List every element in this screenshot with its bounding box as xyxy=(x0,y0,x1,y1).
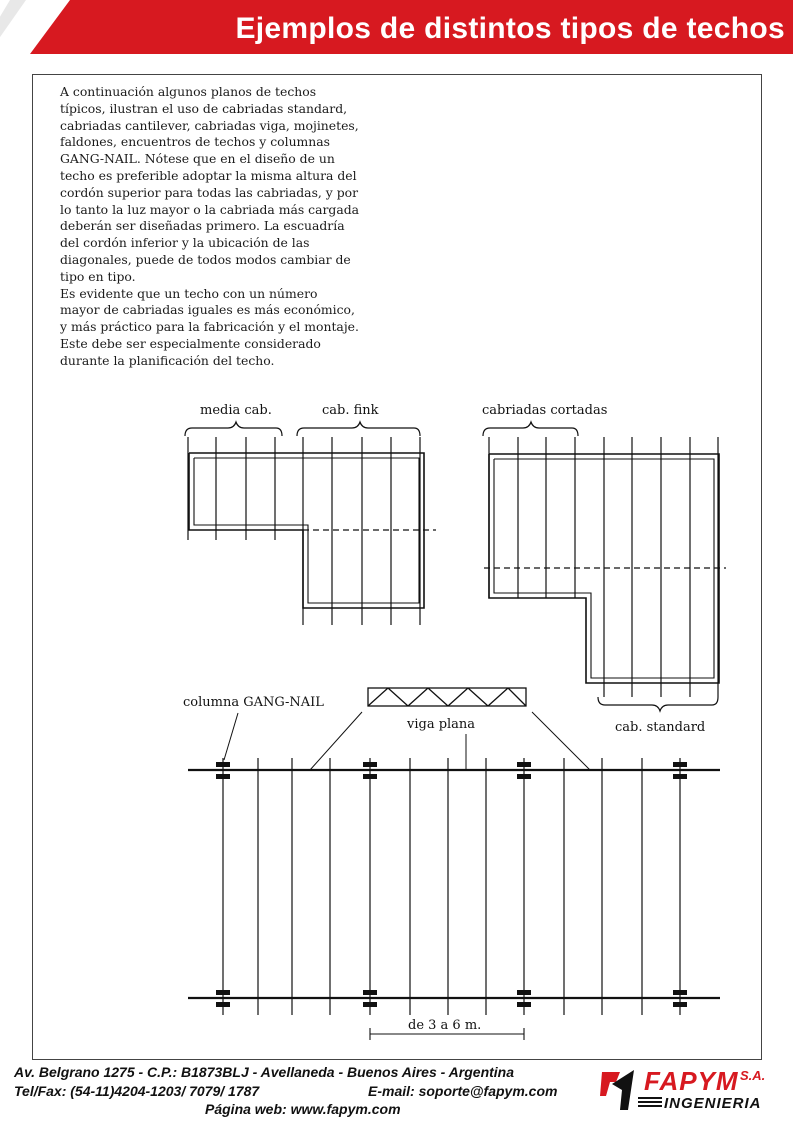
label-media-cab: media cab. xyxy=(200,403,272,418)
plan-left xyxy=(189,453,436,608)
gang-nail-columns xyxy=(216,762,687,1007)
plan-left-braces xyxy=(185,422,420,436)
footer-email[interactable]: E-mail: soporte@fapym.com xyxy=(368,1083,558,1099)
footer-web[interactable]: Página web: www.fapym.com xyxy=(205,1101,401,1117)
plan-right-trusses xyxy=(489,437,718,697)
logo-bars xyxy=(638,1097,662,1109)
logo-mark-icon xyxy=(598,1066,638,1114)
label-cab-standard: cab. standard xyxy=(615,720,706,735)
plan-left-trusses xyxy=(188,437,420,625)
label-spacing: de 3 a 6 m. xyxy=(408,1018,482,1033)
intro-paragraph-2: Es evidente que un techo con un número mayor de cabriadas iguales es más económico, y más práctico para la fabricación y el montaje. Este debe ser especialmente considerado durante la planificación del techo. xyxy=(60,285,359,368)
footer-phone: Tel/Fax: (54-11)4204-1203/ 7079/ 1787 xyxy=(14,1083,260,1099)
fapym-logo xyxy=(598,1066,788,1116)
logo-suffix: S.A. xyxy=(740,1068,766,1083)
intro-paragraph-1: A continuación algunos planos de techos típicos, ilustran el uso de cabriadas standard, cabriadas cantilever, cabriadas viga, mojinetes, faldones, encuentros de techos y columnas GANG-NAIL. Nótese que en el diseño de un techo es preferible adoptar la misma altura del cordón superior para todas las cabriadas, y por lo tanto la luz mayor o la cabriada más cargada deberán ser diseñadas primero. La escuadría del cordón inferior y la ubicación de las diagonales, puede de todos modos cambiar de tipo en tipo. xyxy=(60,84,360,284)
logo-subtitle: INGENIERIA xyxy=(664,1095,762,1112)
label-columna: columna GANG-NAIL xyxy=(183,695,324,710)
footer-address: Av. Belgrano 1275 - C.P.: B1873BLJ - Avellaneda - Buenos Aires - Argentina xyxy=(14,1064,515,1080)
label-viga-plana: viga plana xyxy=(407,717,476,732)
bottom-plan-trusses xyxy=(223,758,680,1015)
columna-leader xyxy=(224,713,238,760)
label-cabriadas-cortadas: cabriadas cortadas xyxy=(482,403,608,418)
bottom-plan-beams xyxy=(188,770,720,998)
logo-name: FAPYM xyxy=(644,1066,739,1096)
label-cab-fink: cab. fink xyxy=(322,403,379,418)
page-title: Ejemplos de distintos tipos de techos xyxy=(235,12,785,45)
